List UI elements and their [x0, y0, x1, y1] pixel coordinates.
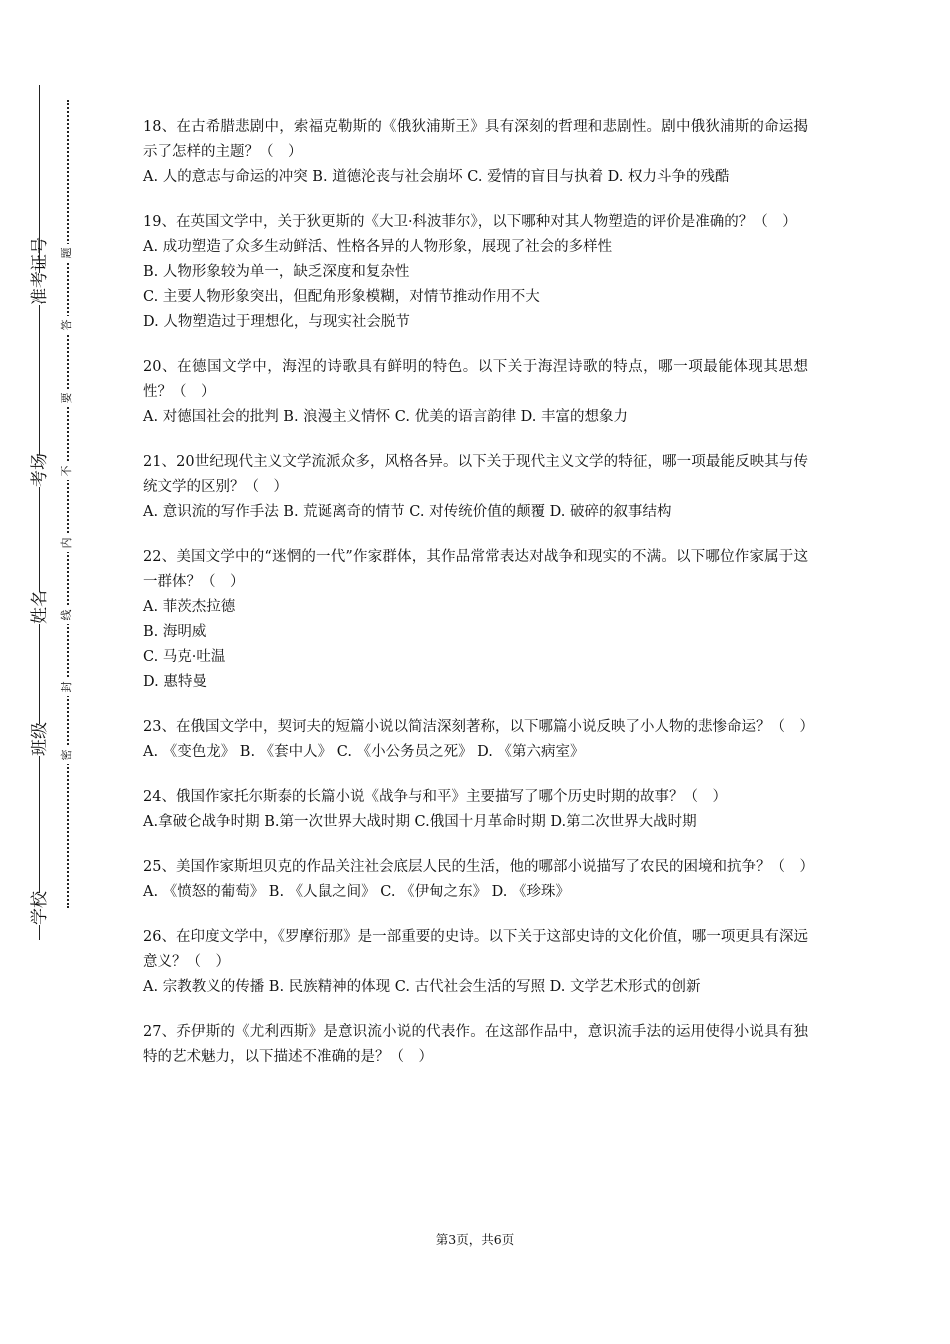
question-stem: 21、20世纪现代主义文学流派众多，风格各异。以下关于现代主义文学的特征，哪一项最能反映其与传统文学的区别？（ ） [143, 454, 808, 495]
question-options: A. 意识流的写作手法 B. 荒诞离奇的情节 C. 对传统价值的颠覆 D. 破碎的叙事结构 [143, 504, 672, 520]
field-label-class: 班级 [30, 722, 50, 756]
question-options: A.拿破仑战争时期 B.第一次世界大战时期 C.俄国十月革命时期 D.第二次世界大战时期 [143, 814, 697, 830]
seal-char: 内 [58, 534, 76, 552]
question-stem: 20、在德国文学中，海涅的诗歌具有鲜明的特色。以下关于海涅诗歌的特点，哪一项最能体现其思想性？（ ） [143, 359, 808, 400]
question-18 [143, 115, 808, 190]
option-c: C. 主要人物形象突出，但配角形象模糊，对情节推动作用不大 [143, 289, 540, 305]
question-options: A. 《变色龙》 B. 《套中人》 C. 《小公务员之死》 D. 《第六病室》 [143, 744, 585, 760]
question-stem: 25、美国作家斯坦贝克的作品关注社会底层人民的生活，他的哪部小说描写了农民的困境和抗争？（ ） [143, 859, 814, 875]
question-23 [143, 715, 814, 765]
question-options: A. 宗教教义的传播 B. 民族精神的体现 C. 古代社会生活的写照 D. 文学艺术形式的创新 [143, 979, 701, 995]
option-c: C. 马克·吐温 [143, 649, 226, 665]
option-d: D. 人物塑造过于理想化，与现实社会脱节 [143, 314, 410, 330]
field-label-exam-room: 考场 [30, 453, 50, 487]
question-stem: 19、在英国文学中，关于狄更斯的《大卫·科波菲尔》，以下哪种对其人物塑造的评价是准确的？（ ） [143, 214, 797, 230]
seal-char: 题 [58, 244, 76, 262]
page-footer: 第3页，共6页 [435, 1232, 515, 1247]
question-list [143, 115, 814, 1090]
question-stem: 26、在印度文学中，《罗摩衍那》是一部重要的史诗。以下关于这部史诗的文化价值，哪一项更具有深远意义？（ ） [143, 929, 808, 970]
seal-char: 答 [58, 316, 76, 334]
option-a: A. 菲茨杰拉德 [143, 599, 236, 615]
question-21 [143, 450, 808, 525]
question-26 [143, 925, 808, 1000]
question-options: A. 《愤怒的葡萄》 B. 《人鼠之间》 C. 《伊甸之东》 D. 《珍珠》 [143, 884, 571, 900]
field-label-name: 姓名 [30, 590, 50, 624]
binding-solid-line [39, 85, 40, 940]
question-stem: 18、在古希腊悲剧中，索福克勒斯的《俄狄浦斯王》具有深刻的哲理和悲剧性。剧中俄狄浦斯的命运揭示了怎样的主题？（ ） [143, 119, 808, 160]
question-19 [143, 210, 808, 335]
seal-char: 封 [58, 678, 76, 696]
question-stem: 24、俄国作家托尔斯泰的长篇小说《战争与和平》主要描写了哪个历史时期的故事？（ ） [143, 789, 727, 805]
option-b: B. 海明威 [143, 624, 207, 640]
option-d: D. 惠特曼 [143, 674, 207, 690]
seal-char: 不 [58, 462, 76, 480]
option-b: B. 人物形象较为单一，缺乏深度和复杂性 [143, 264, 410, 280]
question-options: A. 人的意志与命运的冲突 B. 道德沦丧与社会崩坏 C. 爱情的盲目与执着 D. 权力斗争的残酷 [143, 169, 730, 185]
question-22 [143, 545, 808, 695]
question-options: A. 对德国社会的批判 B. 浪漫主义情怀 C. 优美的语言韵律 D. 丰富的想象力 [143, 409, 629, 425]
binding-margin [0, 0, 110, 1344]
seal-char: 线 [58, 606, 76, 624]
question-stem: 27、乔伊斯的《尤利西斯》是意识流小说的代表作。在这部作品中，意识流手法的运用使得小说具有独特的艺术魅力，以下描述不准确的是？（ ） [143, 1024, 808, 1065]
field-label-school: 学校 [30, 891, 50, 925]
field-label-exam-number: 准考证号 [30, 237, 50, 305]
question-stem: 23、在俄国文学中，契诃夫的短篇小说以简洁深刻著称，以下哪篇小说反映了小人物的悲惨命运？（ ） [143, 719, 814, 735]
question-20 [143, 355, 808, 430]
question-24 [143, 785, 808, 835]
question-stem: 22、美国文学中的“迷惘的一代”作家群体，其作品常常表达对战争和现实的不满。以下哪位作家属于这一群体？（ ） [143, 549, 808, 590]
seal-char: 要 [58, 389, 76, 407]
seal-char: 密 [58, 746, 76, 764]
question-25 [143, 855, 814, 905]
question-27 [143, 1020, 808, 1070]
seal-dotted-line [67, 100, 69, 908]
option-a: A. 成功塑造了众多生动鲜活、性格各异的人物形象，展现了社会的多样性 [143, 239, 613, 255]
